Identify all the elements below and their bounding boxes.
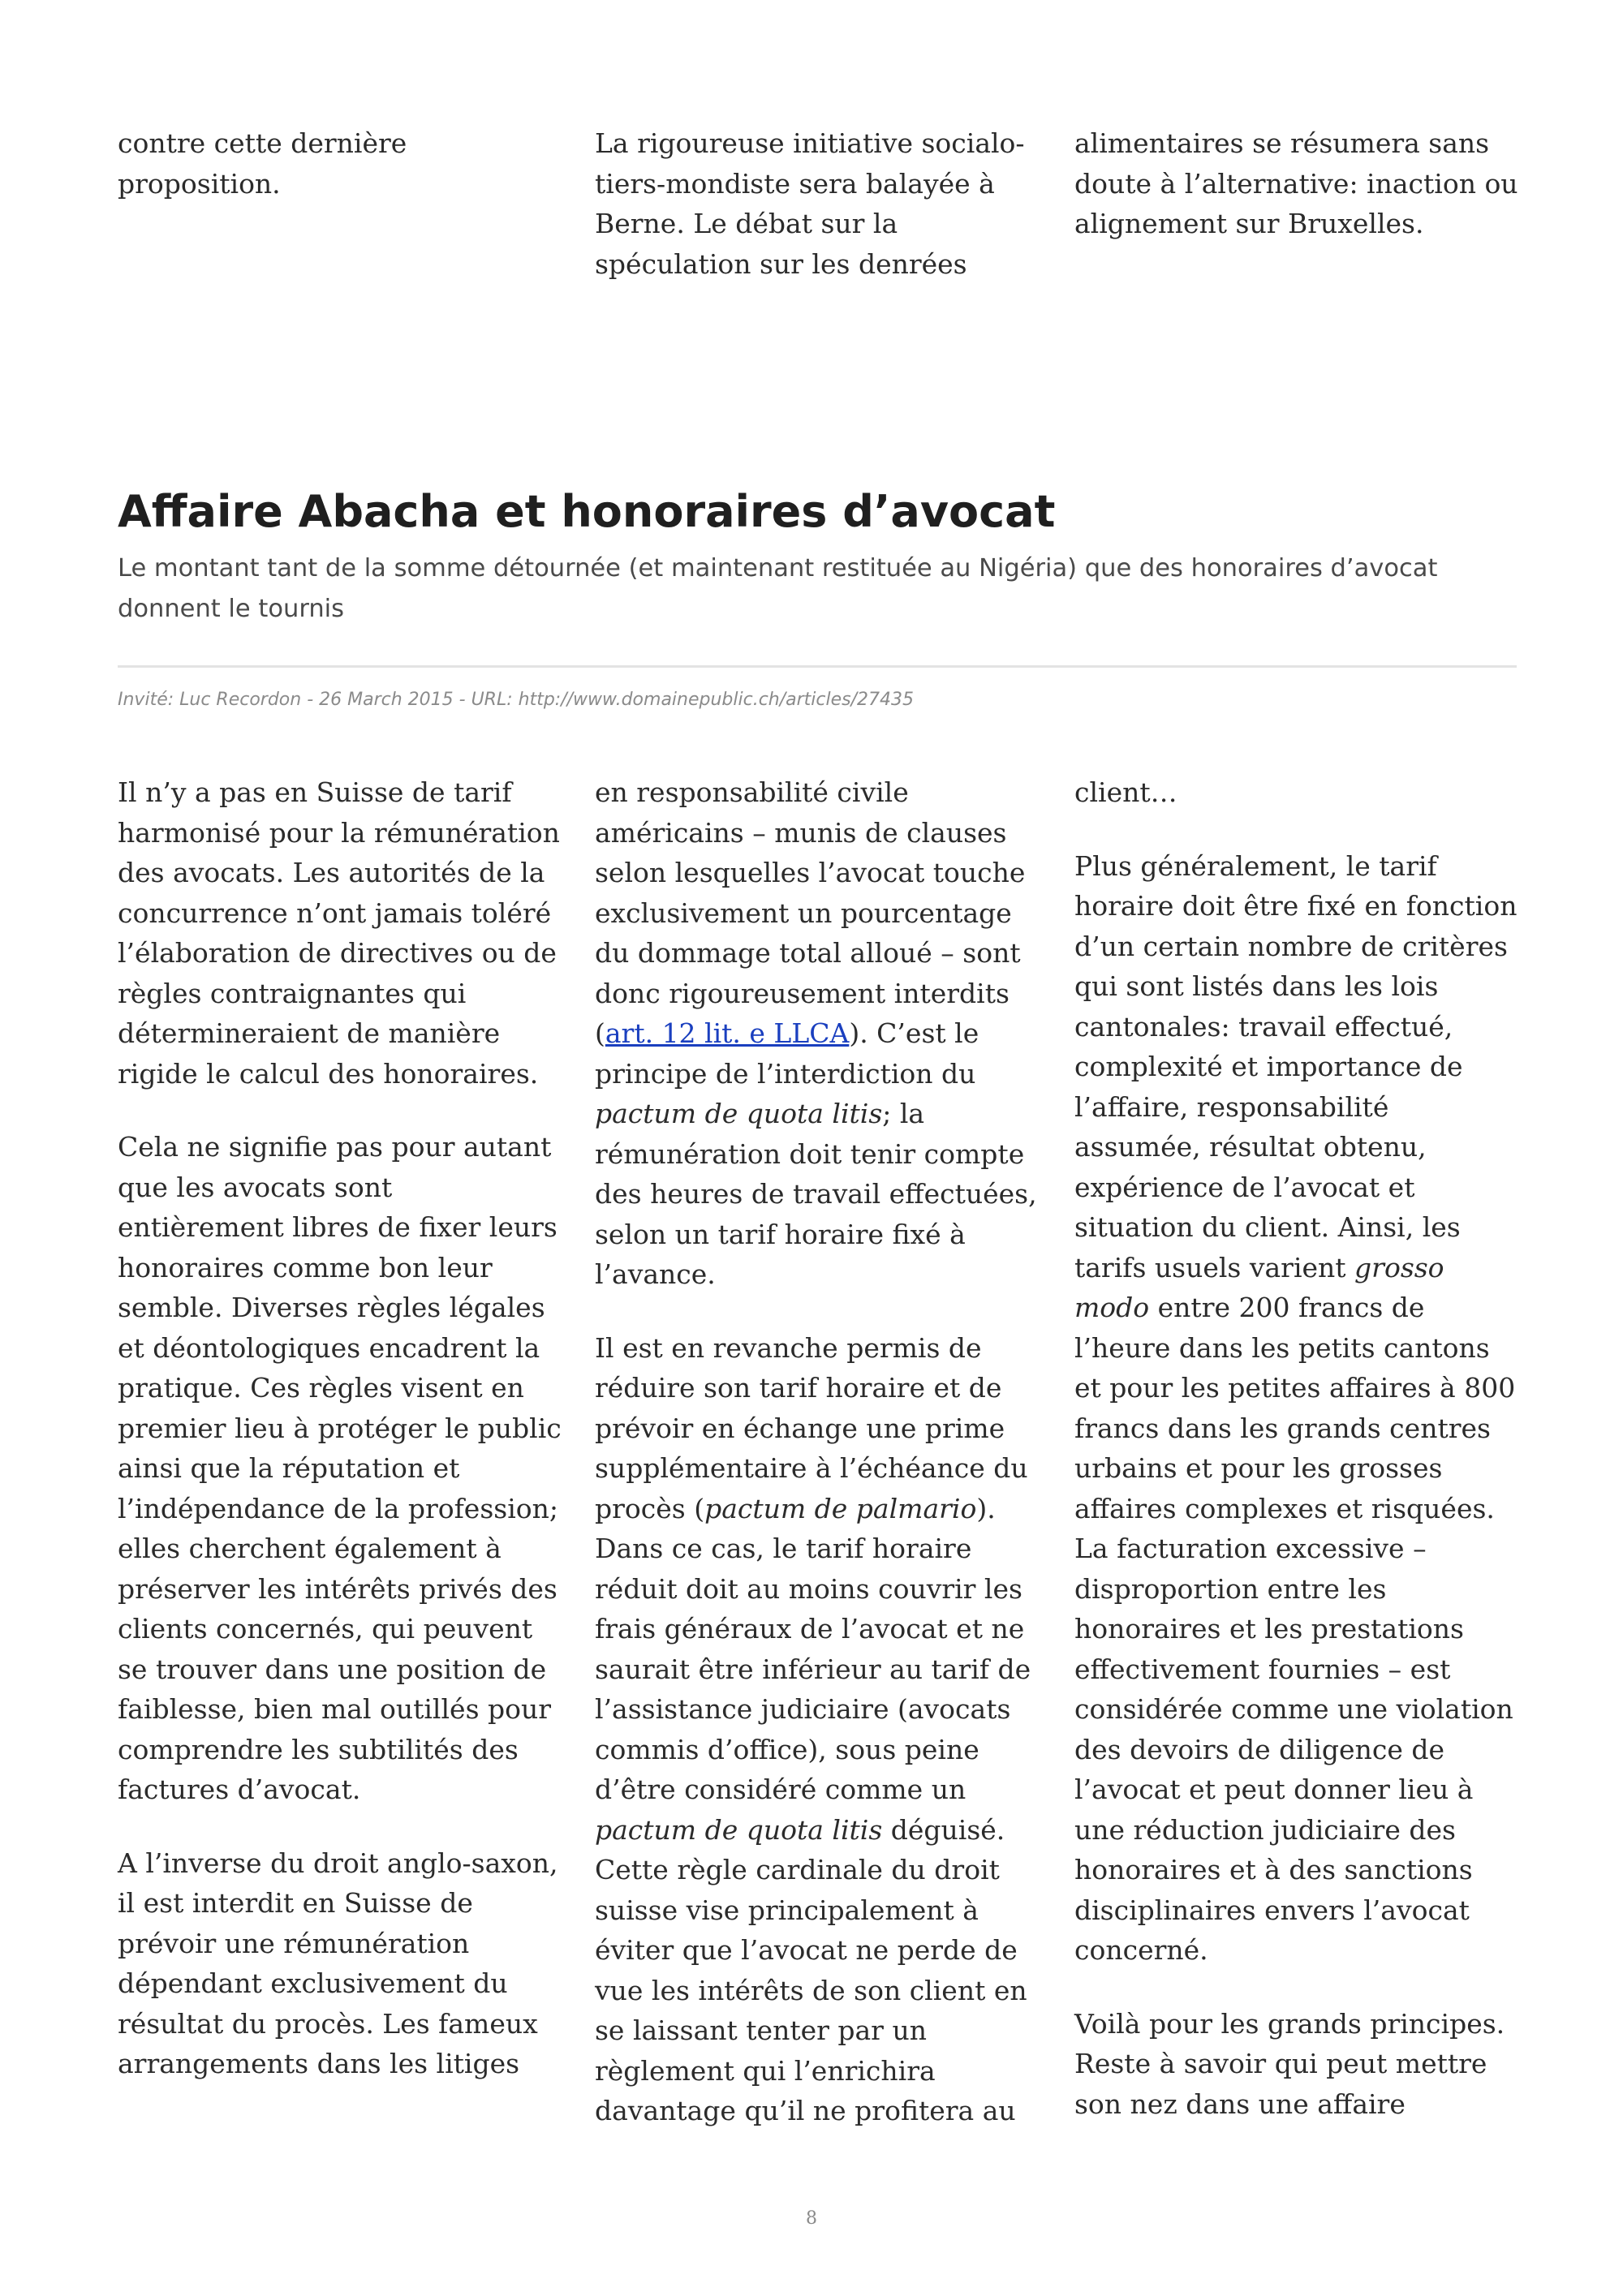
text-span: déguisé. Cette règle cardinale du droit suisse vise principalement à éviter que l’avocat ne perde de vue les intérêts de son client en se laissant tenter par un règlement qui l’enrichira davantage qu’il ne profitera au	[595, 1813, 1027, 2126]
previous-article-column-2	[595, 123, 1043, 284]
paragraph: contre cette dernière proposition.	[118, 127, 407, 200]
text-span: ). Dans ce cas, le tarif horaire réduit doit au moins couvrir les frais généraux de l’avocat et ne saurait être inférieur au tarif de l’assistance judiciaire (avocats commis d’office), sous peine d’être considéré comme un	[595, 1492, 1031, 1805]
latin-term: pactum de quota litis	[595, 1813, 883, 1846]
text-span: en responsabilité civile américains – munis de clauses selon lesquelles l’avocat touche exclusivement un pourcentage du dommage total alloué – sont donc rigoureusement interdits (	[595, 776, 1026, 1049]
text-span: Plus généralement, le tarif horaire doit être fixé en fonction d’un certain nombre de critères qui sont listés dans les lois cantonales: travail effectué, complexité et importance de l’affaire, responsabilité assumée, résultat obtenu, expérience de l’avocat et situation du client. Ainsi, les tarifs usuels varient	[1074, 849, 1518, 1283]
paragraph: Cela ne signifie pas pour autant que les avocats sont entièrement libres de fixer leurs honoraires comme bon leur semble. Diverses règles légales et déontologiques encadrent la pratique. Ces règles visent en premier lieu à protéger le public ainsi que la réputation et l’indépendance de la profession; elles cherchent également à préserver les intérêts privés des clients concernés, qui peuvent se trouver dans une position de faiblesse, bien mal outillés pour comprendre les subtilités des factures d’avocat.	[118, 1131, 562, 1805]
paragraph: La rigoureuse initiative socialo-tiers-mondiste sera balayée à Berne. Le débat sur la spéculation sur les denrées	[595, 127, 1025, 280]
text-span: Il est en revanche permis de réduire son tarif horaire et de prévoir en échange une prime supplémentaire à l’échéance du procès (	[595, 1331, 1028, 1524]
paragraph: A l’inverse du droit anglo-saxon, il est interdit en Suisse de prévoir une rémunération dépendant exclusivement du résultat du procès. Les fameux arrangements dans les litiges	[118, 1847, 558, 2079]
paragraph	[1074, 846, 1522, 1971]
article-column-1	[118, 772, 566, 2084]
paragraph: Voilà pour les grands principes. Reste à savoir qui peut mettre son nez dans une affaire	[1074, 2007, 1505, 2120]
text-span: ; la rémunération doit tenir compte des heures de travail effectuées, selon un tarif horaire fixé à l’avance.	[595, 1098, 1037, 1290]
latin-term: grosso modo	[1074, 1251, 1444, 1323]
latin-term: pactum de quota litis	[595, 1098, 883, 1129]
text-span: ). C’est le principe de l’interdiction du	[595, 1017, 979, 1090]
paragraph: Il n’y a pas en Suisse de tarif harmonisé pour la rémunération des avocats. Les autorités de la concurrence n’ont jamais toléré l’élaboration de directives ou de règles contraignantes qui détermineraient de manière rigide le calcul des honoraires.	[118, 776, 560, 1090]
article-meta: Invité: Luc Recordon - 26 March 2015 - URL: http://www.domainepublic.ch/articles/27435	[118, 690, 915, 710]
article-title: Affaire Abacha et honoraires d’avocat	[118, 486, 1056, 537]
paragraph	[595, 1328, 1043, 2131]
paragraph: client…	[1074, 776, 1177, 808]
article-column-2	[595, 772, 1043, 2131]
latin-term: pactum de palmario	[704, 1492, 977, 1524]
llca-article-link[interactable]: art. 12 lit. e LLCA	[605, 1017, 850, 1049]
page-number: 8	[806, 2208, 817, 2229]
previous-article-column-3	[1074, 123, 1522, 244]
previous-article-column-1	[118, 123, 566, 204]
article-subtitle: Le montant tant de la somme détournée (et maintenant restituée au Nigéria) que des honoraires d’avocat donnent le tournis	[118, 554, 1438, 623]
paragraph: alimentaires se résumera sans doute à l’alternative: inaction ou alignement sur Bruxelles.	[1074, 127, 1518, 239]
paragraph	[595, 772, 1043, 1295]
text-span: entre 200 francs de l’heure dans les petits cantons et pour les petites affaires à 800 francs dans les grands centres urbains et pour les grosses affaires complexes et risquées. La facturation excessive – disproportion entre les honoraires et les prestations effectivement fournies – est considérée comme une violation des devoirs de diligence de l’avocat et peut donner lieu à une réduction judiciaire des honoraires et à des sanctions disciplinaires envers l’avocat concerné.	[1074, 1292, 1516, 1966]
article-column-3	[1074, 772, 1522, 2124]
header-divider	[118, 665, 1517, 668]
